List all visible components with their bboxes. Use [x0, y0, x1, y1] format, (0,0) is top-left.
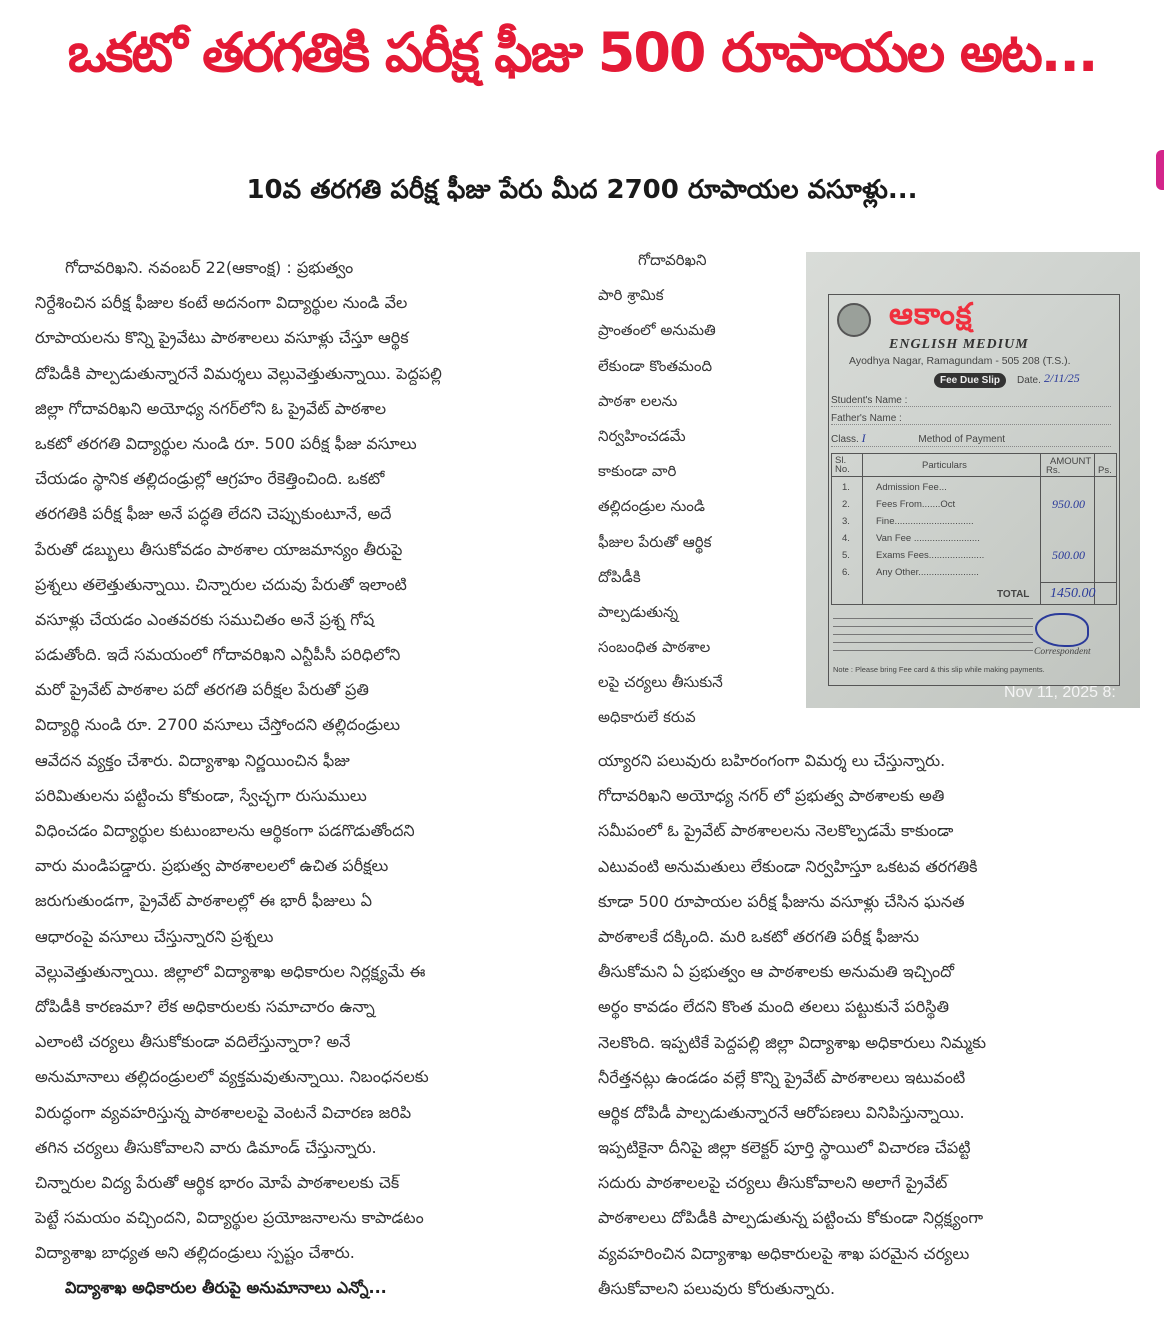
left-column — [35, 250, 585, 1306]
article-text-line: పాఠశాలలు దోపిడీకి పాల్పడుతున్న పట్టించు కోకుండా నిర్లక్ష్యంగా — [598, 1208, 984, 1228]
article-text-line: చేయడం స్థానిక తల్లిదండ్రుల్లో ఆగ్రహం రేకెత్తించింది. ఒకటో — [35, 469, 385, 489]
class-field — [831, 431, 1111, 447]
signature — [1035, 613, 1089, 647]
article-text-line: గోదావరిఖని. నవంబర్ 22(ఆకాంక్ష) : ప్రభుత్వం — [65, 258, 354, 277]
article-text-line: రూపాయలను కొన్ని ప్రైవేటు పాఠశాలలు వసూళ్లు చేస్తూ ఆర్థిక — [35, 328, 409, 348]
article-text-line: ప్రశ్నలు తలెత్తుతున్నాయి. చిన్నారుల చదువు పేరుతో ఇలాంటి — [35, 574, 407, 594]
slip-note: Note : Please bring Fee card & this slip while making payments. — [833, 665, 1045, 674]
article-text-line: కాకుండా వారి — [598, 462, 677, 481]
article-text-line: ఆధారంపై వసూలు చేస్తున్నారని ప్రశ్నలు — [35, 926, 274, 946]
article-text-line: పాఠశా లలను — [598, 391, 678, 410]
school-logo-icon — [837, 303, 871, 337]
article-text-line: తీసుకోవాలని పలువురు కోరుతున్నారు. — [598, 1278, 836, 1298]
row-particular: Fees From.......Oct — [876, 499, 956, 510]
article-text-line: ఆవేదన వ్యక్తం చేశారు. విద్యాశాఖ నిర్ణయించిన ఫీజు — [35, 750, 350, 770]
article-text-line: పరిమితులను పట్టించు కోకుండా, స్వేచ్ఛగా రుసుములు — [35, 785, 367, 805]
row-number: 6. — [842, 567, 850, 578]
slip-title: Fee Due Slip — [934, 373, 1006, 388]
father-name-label: Father's Name : — [831, 413, 902, 424]
article-text-line: నెలకొంది. ఇప్పటికే పెద్దపల్లి జిల్లా విద్యాశాఖ అధికారులు నిమ్మకు — [598, 1032, 987, 1052]
article-text-line: ఆర్థిక దోపిడీ పాల్పడుతున్నారనే ఆరోపణలు వినిపిస్తున్నాయి. — [598, 1102, 965, 1122]
article-text-line: అర్థం కావడం లేదని కొంత మంది తలలు పట్టుకునే పరిస్థితి — [598, 997, 949, 1017]
school-address: Ayodhya Nagar, Ramagundam - 505 208 (T.S.). — [849, 355, 1071, 367]
article-text-line: జిల్లా గోదావరిఖని అయోధ్య నగర్‌లోని ఓ ప్రైవేట్ పాఠశాల — [35, 398, 387, 418]
article-text-line: దోపిడీకి — [598, 567, 641, 586]
row-number: 2. — [842, 499, 850, 510]
article-text-line: విద్యార్థి నుండి రూ. 2700 వసూలు చేస్తోందని తల్లిదండ్రులు — [35, 715, 400, 735]
article-text-line: పాల్పడుతున్న — [598, 602, 679, 621]
amount-header: AMOUNT — [1050, 456, 1092, 467]
article-text-line: జరుగుతుండగా, ప్రైవేట్ పాఠశాలల్లో ఈ భారీ ఫీజులు ఏ — [35, 891, 373, 911]
school-name-watermark: ఆకాంక్ష — [889, 297, 973, 332]
row-amount: 500.00 — [1052, 548, 1085, 562]
article-text-line: ఎలాంటి చర్యలు తీసుకోకుండా వదిలేస్తున్నారా? అనే — [35, 1032, 351, 1052]
article-text-line: అనుమానాలు తల్లిదండ్రులలో వ్యక్తమవుతున్నాయి. నిబంధనలకు — [35, 1067, 429, 1087]
fee-table-row — [832, 550, 1116, 568]
article-text-line: నీరేత్తనట్లు ఉండడం వల్లే కొన్ని ప్రైవేట్ పాఠశాలలు ఇటువంటి — [598, 1067, 966, 1087]
article-text-line: ఎటువంటి అనుమతులు లేకుండా నిర్వహిస్తూ ఒకటవ తరగతికి — [598, 856, 978, 876]
article-text-line: వారు మండిపడ్డారు. ప్రభుత్వ పాఠశాలలలో ఉచిత పరీక్షలు — [35, 856, 389, 876]
adjacent-page-edge-mark — [1156, 150, 1164, 190]
article-text-line: వెల్లువెత్తుతున్నాయి. జిల్లాలో విద్యాశాఖ అధికారుల నిర్లక్ష్యమే ఈ — [35, 961, 426, 981]
row-particular: Exams Fees..................... — [876, 550, 985, 561]
right-column-wide — [598, 743, 1148, 1306]
article-text-line: లపై చర్యలు తీసుకునే — [598, 673, 723, 692]
particulars-header: Particulars — [922, 460, 967, 471]
row-number: 3. — [842, 516, 850, 527]
article-text-line: పడుతోంది. ఇదే సమయంలో గోదావరిఖని ఎన్టీపీసీ పరిధిలోని — [35, 645, 401, 665]
article-text-line: విరుద్ధంగా వ్యవహరిస్తున్న పాఠశాలలపై వెంటనే విచారణ జరిపి — [35, 1102, 412, 1122]
right-column-narrow — [598, 243, 803, 736]
article-text-line: గోదావరిఖని — [638, 251, 707, 269]
row-number: 4. — [842, 533, 850, 544]
date-value: 2/11/25 — [1044, 371, 1080, 385]
fee-table — [831, 453, 1117, 605]
row-particular: Van Fee ......................... — [876, 533, 980, 544]
student-name-label: Student's Name : — [831, 395, 908, 406]
subsection-heading: విద్యాశాఖ అధికారుల తీరుపై అనుమానాలు ఎన్నో... — [65, 1278, 387, 1298]
father-name-field — [831, 413, 1111, 425]
row-particular: Any Other....................... — [876, 567, 979, 578]
article-text-line: దోపిడీకి కారణమా? లేక అధికారులకు సమాచారం ఉన్నా — [35, 996, 375, 1016]
article-text-line: సమీపంలో ఓ ప్రైవేట్ పాఠశాలలను నెలకొల్పడమే కాకుండా — [598, 821, 954, 841]
class-value: I — [861, 431, 866, 445]
subheadline: 10వ తరగతి పరీక్ష ఫీజు పేరు మీద 2700 రూపాయల వసూళ్లు... — [246, 175, 918, 205]
class-label: Class. — [831, 434, 859, 445]
article-text-line: ప్రాంతంలో అనుమతి — [598, 321, 716, 340]
article-text-line: సదురు పాఠశాలలపై చర్యలు తీసుకోవాలని అలాగే ప్రైవేట్ — [598, 1173, 948, 1193]
row-particular: Fine.............................. — [876, 516, 974, 527]
article-text-line: చిన్నారుల విద్య పేరుతో ఆర్థిక భారం మోపే పాఠశాలలకు చెక్ — [35, 1172, 400, 1192]
article-text-line: గోదావరిఖని అయోధ్య నగర్ లో ప్రభుత్వ పాఠశాలకు అతి — [598, 786, 945, 806]
article-text-line: వ్యవహరించిన విద్యాశాఖ అధికారులపై శాఖ పరమైన చర్యలు — [598, 1243, 970, 1263]
article-text-line: పాఠశాలకే దక్కింది. మరి ఒకటో తరగతి పరీక్ష ఫీజును — [598, 926, 919, 946]
article-text-line: అధికారులే కరువ — [598, 708, 696, 727]
article-text-line: పారి శ్రామిక — [598, 286, 664, 305]
article-text-line: నిర్వహించడమే — [598, 426, 686, 445]
article-text-line: తరగతికి పరీక్ష ఫీజు అనే పద్ధతి లేదని చెప్పుకుంటూనే, అదే — [35, 504, 392, 524]
correspondent-label: Correspondent — [1034, 647, 1091, 657]
slip-rules-text — [833, 611, 1033, 651]
total-value: 1450.00 — [1050, 586, 1096, 601]
sl-no-header: Sl. No. — [835, 455, 850, 475]
fee-table-row — [832, 499, 1116, 517]
date-label: Date. — [1017, 375, 1041, 386]
row-amount: 950.00 — [1052, 497, 1085, 511]
article-text-line: సంబంధిత పాఠశాల — [598, 638, 711, 657]
article-text-line: ఒకటో తరగతి విద్యార్థుల నుండి రూ. 500 పరీక్ష ఫీజు వసూలు — [35, 433, 417, 453]
article-text-line: విధించడం విద్యార్థుల కుటుంబాలను ఆర్థికంగా పడగొడుతోందని — [35, 821, 415, 840]
article-text-line: య్యారని పలువురు బహిరంగంగా విమర్శ లు చేస్తున్నారు. — [598, 751, 946, 770]
article-text-line: పేరుతో డబ్బులు తీసుకోవడం పాఠశాల యాజమాన్యం తీరుపై — [35, 539, 403, 559]
payment-method-label: Method of Payment — [918, 434, 1006, 445]
row-particular: Admission Fee... — [876, 482, 947, 493]
photo-timestamp: Nov 11, 2025 8: — [1004, 684, 1116, 701]
article-text-line: లేకుండా కొంతమంది — [598, 356, 713, 375]
article-text-line: ఫీజుల పేరుతో ఆర్థిక — [598, 532, 712, 551]
school-medium: ENGLISH MEDIUM — [889, 337, 1029, 352]
article-text-line: కూడా 500 రూపాయల పరీక్ష ఫీజును వసూళ్లు చేసిన ఘనత — [598, 891, 965, 911]
row-number: 1. — [842, 482, 850, 493]
total-label: TOTAL — [997, 589, 1030, 600]
article-text-line: తగిన చర్యలు తీసుకోవాలని వారు డిమాండ్ చేస్తున్నారు. — [35, 1137, 377, 1157]
row-number: 5. — [842, 550, 850, 561]
fee-slip — [828, 294, 1120, 686]
article-text-line: తల్లిదండ్రుల నుండి — [598, 497, 705, 516]
article-text-line: దోపిడీకి పాల్పడుతున్నారనే విమర్శలు వెల్లువెత్తుతున్నాయి. పెద్దపల్లి — [35, 363, 442, 383]
ps-header: Ps. — [1098, 465, 1112, 476]
article-text-line: తీసుకోమని ఏ ప్రభుత్వం ఆ పాఠశాలకు అనుమతి ఇచ్చిందో — [598, 962, 955, 982]
article-text-line: మరో ప్రైవేట్ పాఠశాల పదో తరగతి పరీక్షల పేరుతో ప్రతి — [35, 680, 369, 700]
rs-header: Rs. — [1046, 465, 1061, 476]
headline: ఒకటో తరగతికి పరీక్ష ఫీజు 500 రూపాయల అట... — [67, 21, 1097, 84]
fee-table-row — [832, 516, 1116, 534]
article-text-line: నిర్దేశించిన పరీక్ష ఫీజుల కంటే అదనంగా విద్యార్థుల నుండి వేల — [35, 293, 408, 313]
article-text-line: ఇప్పటికైనా దీనిపై జిల్లా కలెక్టర్ పూర్తి స్థాయిలో విచారణ చేపట్టి — [598, 1138, 971, 1158]
student-name-field — [831, 395, 1111, 407]
article-text-line: విద్యాశాఖ బాధ్యత అని తల్లిదండ్రులు స్పష్టం చేశారు. — [35, 1243, 355, 1263]
article-text-line: పెట్టే సమయం వచ్చిందని, విద్యార్థుల ప్రయోజనాలను కాపాడటం — [35, 1208, 424, 1228]
fee-slip-photo — [806, 252, 1140, 708]
article-text-line: వసూళ్లు చేయడం ఎంతవరకు సముచితం అనే ప్రశ్న గోష — [35, 609, 375, 629]
